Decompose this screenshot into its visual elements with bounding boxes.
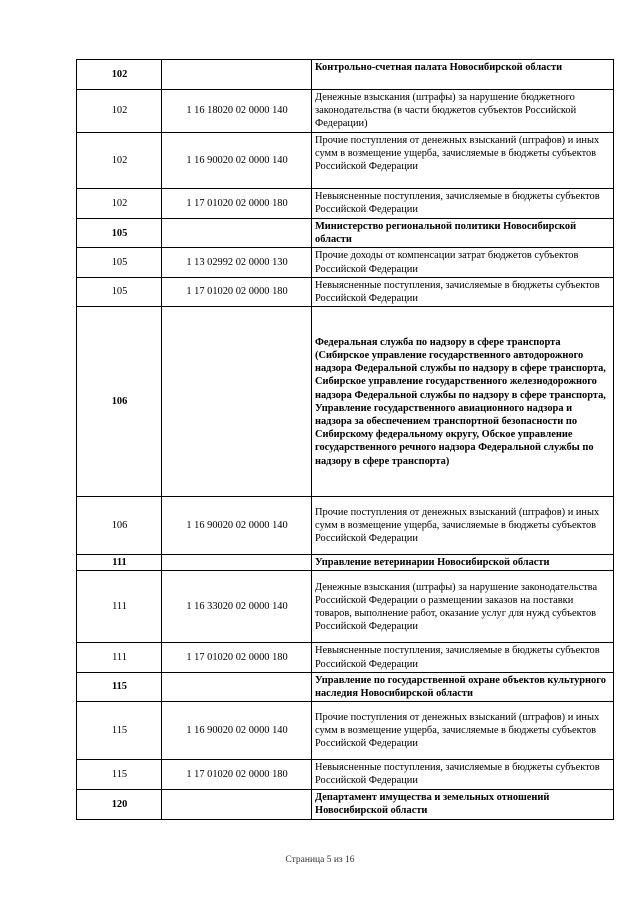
- table-row: [77, 555, 614, 571]
- admin-code-cell: 105: [77, 248, 162, 277]
- table-row: [77, 277, 614, 306]
- admin-code-cell: 111: [77, 643, 162, 672]
- revenue-name-cell: Федеральная служба по надзору в сфере транспорта (Сибирское управление государственного автодорожного надзора Федеральной службы по надзору в сфере транспорта, Сибирское управление государственного железнодорожного надзора Федеральной службы по надзору в сфере транспорта, Управление государственного авиационного надзора и надзора за обеспечением транспортной безопасности по Сибирскому федеральному округу, Обское управление государственного речного надзора Федеральной службы по надзору в сфере транспорта): [312, 307, 614, 497]
- revenue-code-cell: 1 16 90020 02 0000 140: [162, 133, 312, 189]
- revenue-code-cell: 1 16 18020 02 0000 140: [162, 90, 312, 133]
- revenue-name-cell: Невыясненные поступления, зачисляемые в бюджеты субъектов Российской Федерации: [312, 643, 614, 672]
- admin-code-cell: 102: [77, 60, 162, 90]
- revenue-name-cell: Министерство региональной политики Новосибирской области: [312, 219, 614, 248]
- table-row: [77, 760, 614, 790]
- revenue-name-cell: Департамент имущества и земельных отношений Новосибирской области: [312, 790, 614, 820]
- revenue-name-cell: Денежные взыскания (штрафы) за нарушение законодательства Российской Федерации о размещении заказов на поставки товаров, выполнение работ, оказание услуг для нужд субъектов Российской Федерации: [312, 571, 614, 643]
- table-row: [77, 497, 614, 555]
- revenue-code-cell: 1 13 02992 02 0000 130: [162, 248, 312, 277]
- revenue-name-cell: Прочие доходы от компенсации затрат бюджетов субъектов Российской Федерации: [312, 248, 614, 277]
- table-row: [77, 60, 614, 90]
- revenue-code-cell: [162, 60, 312, 90]
- revenue-code-cell: 1 16 90020 02 0000 140: [162, 702, 312, 760]
- table-row: [77, 189, 614, 219]
- admin-code-cell: 120: [77, 790, 162, 820]
- revenue-name-cell: Денежные взыскания (штрафы) за нарушение бюджетного законодательства (в части бюджетов субъектов Российской Федерации): [312, 90, 614, 133]
- revenue-code-cell: [162, 219, 312, 248]
- table-row: [77, 702, 614, 760]
- table-row: [77, 219, 614, 248]
- table-row: [77, 643, 614, 672]
- revenue-code-cell: [162, 790, 312, 820]
- admin-code-cell: 102: [77, 189, 162, 219]
- table-row: [77, 248, 614, 277]
- table-row: [77, 133, 614, 189]
- table-row: [77, 90, 614, 133]
- revenue-code-cell: 1 17 01020 02 0000 180: [162, 760, 312, 790]
- table-row: [77, 571, 614, 643]
- revenue-name-cell: Прочие поступления от денежных взысканий (штрафов) и иных сумм в возмещение ущерба, зачисляемые в бюджеты субъектов Российской Федерации: [312, 702, 614, 760]
- table-row: [77, 672, 614, 701]
- revenue-code-cell: 1 16 90020 02 0000 140: [162, 497, 312, 555]
- revenue-code-cell: [162, 672, 312, 701]
- admin-code-cell: 102: [77, 133, 162, 189]
- admin-code-cell: 105: [77, 219, 162, 248]
- revenue-name-cell: Прочие поступления от денежных взысканий (штрафов) и иных сумм в возмещение ущерба, зачисляемые в бюджеты субъектов Российской Федерации: [312, 133, 614, 189]
- revenue-code-cell: [162, 307, 312, 497]
- admin-code-cell: 102: [77, 90, 162, 133]
- admin-code-cell: 111: [77, 571, 162, 643]
- revenue-name-cell: Невыясненные поступления, зачисляемые в бюджеты субъектов Российской Федерации: [312, 760, 614, 790]
- revenue-name-cell: Управление ветеринарии Новосибирской области: [312, 555, 614, 571]
- table-row: [77, 307, 614, 497]
- table-body: [77, 60, 614, 820]
- admin-code-cell: 106: [77, 307, 162, 497]
- revenue-name-cell: Невыясненные поступления, зачисляемые в бюджеты субъектов Российской Федерации: [312, 189, 614, 219]
- table-row: [77, 790, 614, 820]
- revenue-name-cell: Управление по государственной охране объектов культурного наследия Новосибирской области: [312, 672, 614, 701]
- revenue-code-cell: 1 17 01020 02 0000 180: [162, 277, 312, 306]
- revenue-name-cell: Контрольно-счетная палата Новосибирской области: [312, 60, 614, 90]
- revenue-code-cell: 1 17 01020 02 0000 180: [162, 643, 312, 672]
- admin-code-cell: 115: [77, 702, 162, 760]
- admin-code-cell: 115: [77, 760, 162, 790]
- revenue-code-cell: 1 16 33020 02 0000 140: [162, 571, 312, 643]
- page-footer: Страница 5 из 16: [285, 855, 355, 865]
- revenue-name-cell: Невыясненные поступления, зачисляемые в бюджеты субъектов Российской Федерации: [312, 277, 614, 306]
- revenue-code-cell: 1 17 01020 02 0000 180: [162, 189, 312, 219]
- admin-code-cell: 106: [77, 497, 162, 555]
- budget-revenue-table: [76, 59, 614, 820]
- revenue-code-cell: [162, 555, 312, 571]
- revenue-name-cell: Прочие поступления от денежных взысканий (штрафов) и иных сумм в возмещение ущерба, зачисляемые в бюджеты субъектов Российской Федерации: [312, 497, 614, 555]
- admin-code-cell: 111: [77, 555, 162, 571]
- admin-code-cell: 115: [77, 672, 162, 701]
- admin-code-cell: 105: [77, 277, 162, 306]
